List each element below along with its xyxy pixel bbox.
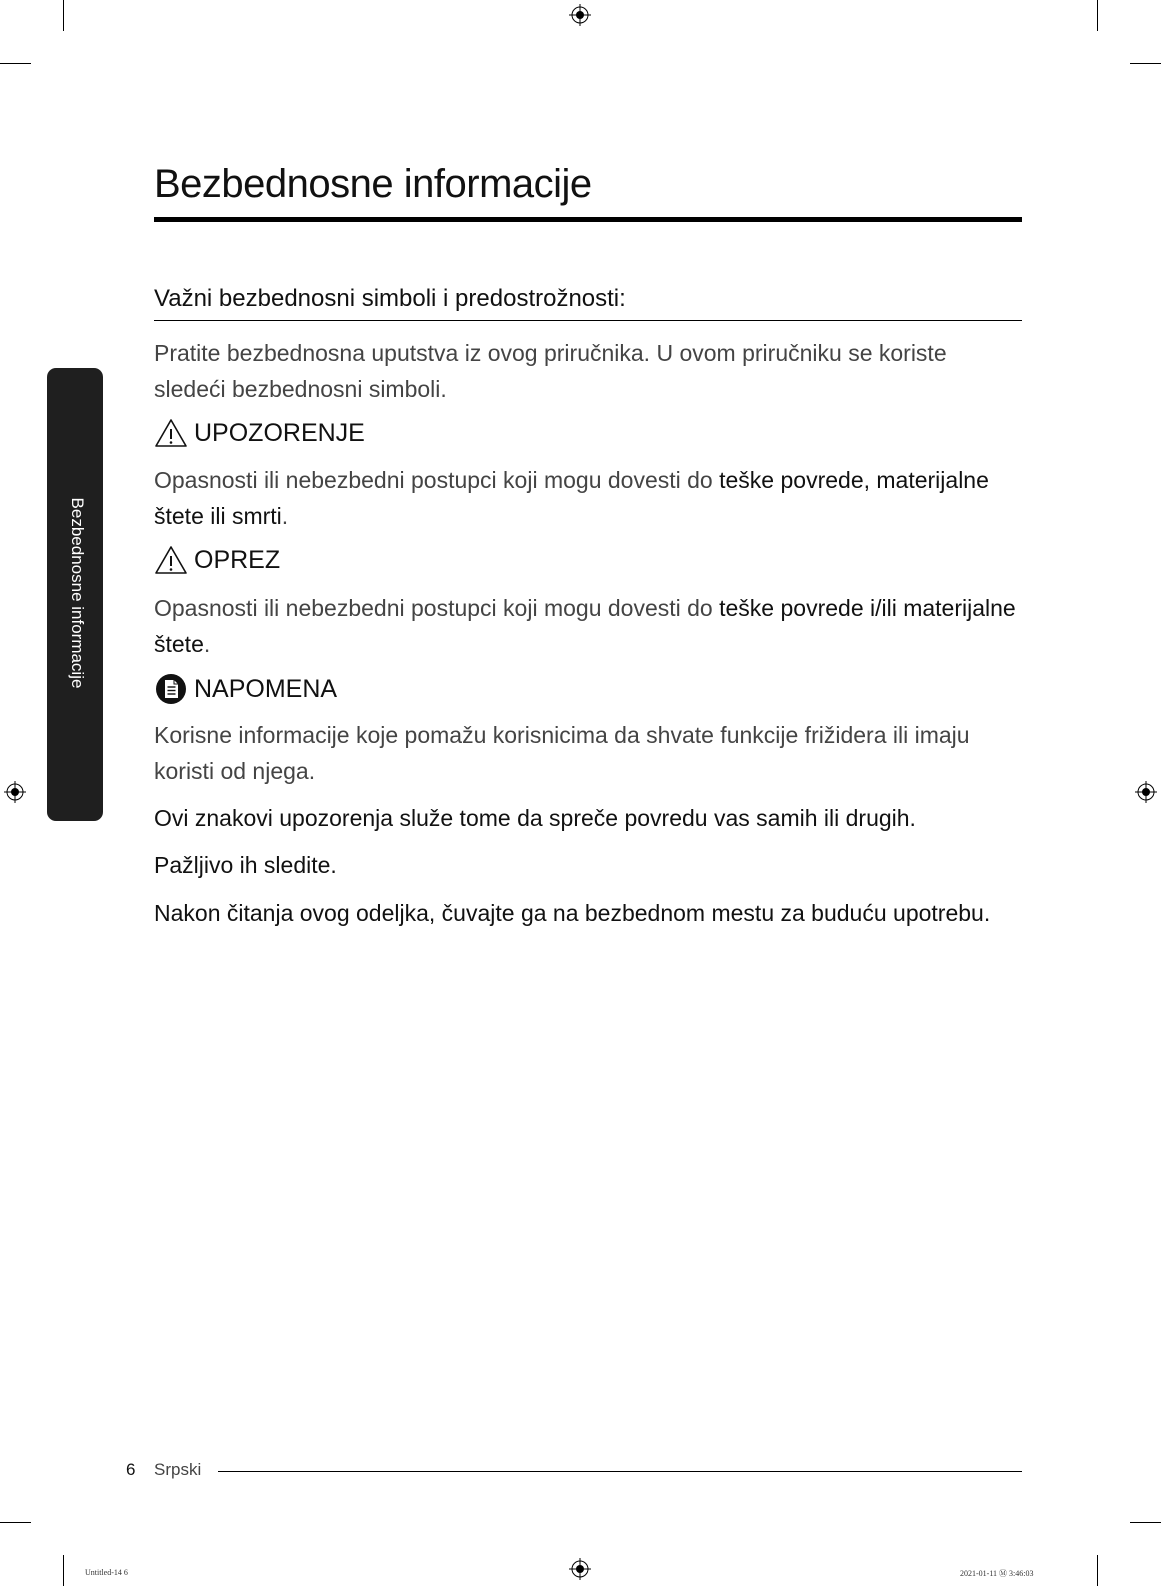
note-label bbox=[154, 673, 337, 705]
warning-text-end: . bbox=[281, 503, 289, 529]
caution-label bbox=[154, 545, 280, 575]
print-slug-timestamp: 2021-01-11 Ⓜ 3:46:03 bbox=[960, 1569, 1034, 1578]
print-slug-file: Untitled-14 6 bbox=[85, 1568, 128, 1577]
closing-line-1: Ovi znakovi upozorenja služe tome da spreče povredu vas samih ili drugih. bbox=[154, 805, 916, 831]
registration-mark-icon bbox=[569, 4, 591, 26]
title-rule bbox=[154, 217, 1022, 222]
section-heading: Važni bezbednosni simboli i predostrožnosti: bbox=[154, 285, 626, 312]
registration-mark-icon bbox=[569, 1558, 591, 1580]
crop-mark bbox=[0, 1522, 31, 1523]
footer-language: Srpski bbox=[154, 1460, 202, 1479]
warning-triangle-icon bbox=[154, 545, 188, 575]
registration-mark-icon bbox=[1135, 781, 1157, 803]
crop-mark bbox=[0, 63, 31, 64]
intro-paragraph: Pratite bezbednosna uputstva iz ovog priručnika. U ovom priručniku se koriste sledeći bezbednosni simboli. bbox=[154, 340, 947, 402]
page-title: Bezbednosne informacije bbox=[154, 162, 592, 206]
warning-text-emphasis: teške povrede, materijalne štete ili smrti bbox=[154, 467, 989, 529]
warning-paragraph bbox=[154, 462, 1024, 534]
crop-mark bbox=[1097, 1555, 1098, 1586]
caution-text-emphasis: teške povrede i/ili materijalne štete bbox=[154, 595, 1016, 657]
caution-text-end: . bbox=[203, 631, 211, 657]
footer-rule bbox=[218, 1471, 1022, 1472]
crop-mark bbox=[1097, 0, 1098, 31]
crop-mark bbox=[1130, 1522, 1161, 1523]
note-label-text: NAPOMENA bbox=[194, 674, 338, 703]
warning-label bbox=[154, 418, 365, 448]
warning-text: Opasnosti ili nebezbedni postupci koji mogu dovesti do bbox=[154, 467, 720, 493]
caution-label-text: OPREZ bbox=[194, 545, 281, 574]
side-tab-label: Bezbednosne informacije bbox=[68, 497, 87, 689]
warning-triangle-icon bbox=[154, 418, 188, 448]
note-paragraph: Korisne informacije koje pomažu korisnicima da shvate funkcije frižidera ili imaju koristi od njega. bbox=[154, 722, 970, 784]
section-rule bbox=[154, 320, 1022, 321]
warning-label-text: UPOZORENJE bbox=[194, 418, 365, 447]
crop-mark bbox=[63, 0, 64, 31]
note-document-icon bbox=[154, 673, 188, 705]
closing-line-3: Nakon čitanja ovog odeljka, čuvajte ga na bezbednom mestu za buduću upotrebu. bbox=[154, 900, 991, 926]
closing-line-2: Pažljivo ih sledite. bbox=[154, 852, 337, 878]
registration-mark-icon bbox=[4, 781, 26, 803]
caution-text: Opasnosti ili nebezbedni postupci koji mogu dovesti do bbox=[154, 595, 720, 621]
page-number: 6 bbox=[126, 1460, 136, 1479]
crop-mark bbox=[63, 1555, 64, 1586]
caution-paragraph bbox=[154, 590, 1024, 662]
crop-mark bbox=[1130, 63, 1161, 64]
